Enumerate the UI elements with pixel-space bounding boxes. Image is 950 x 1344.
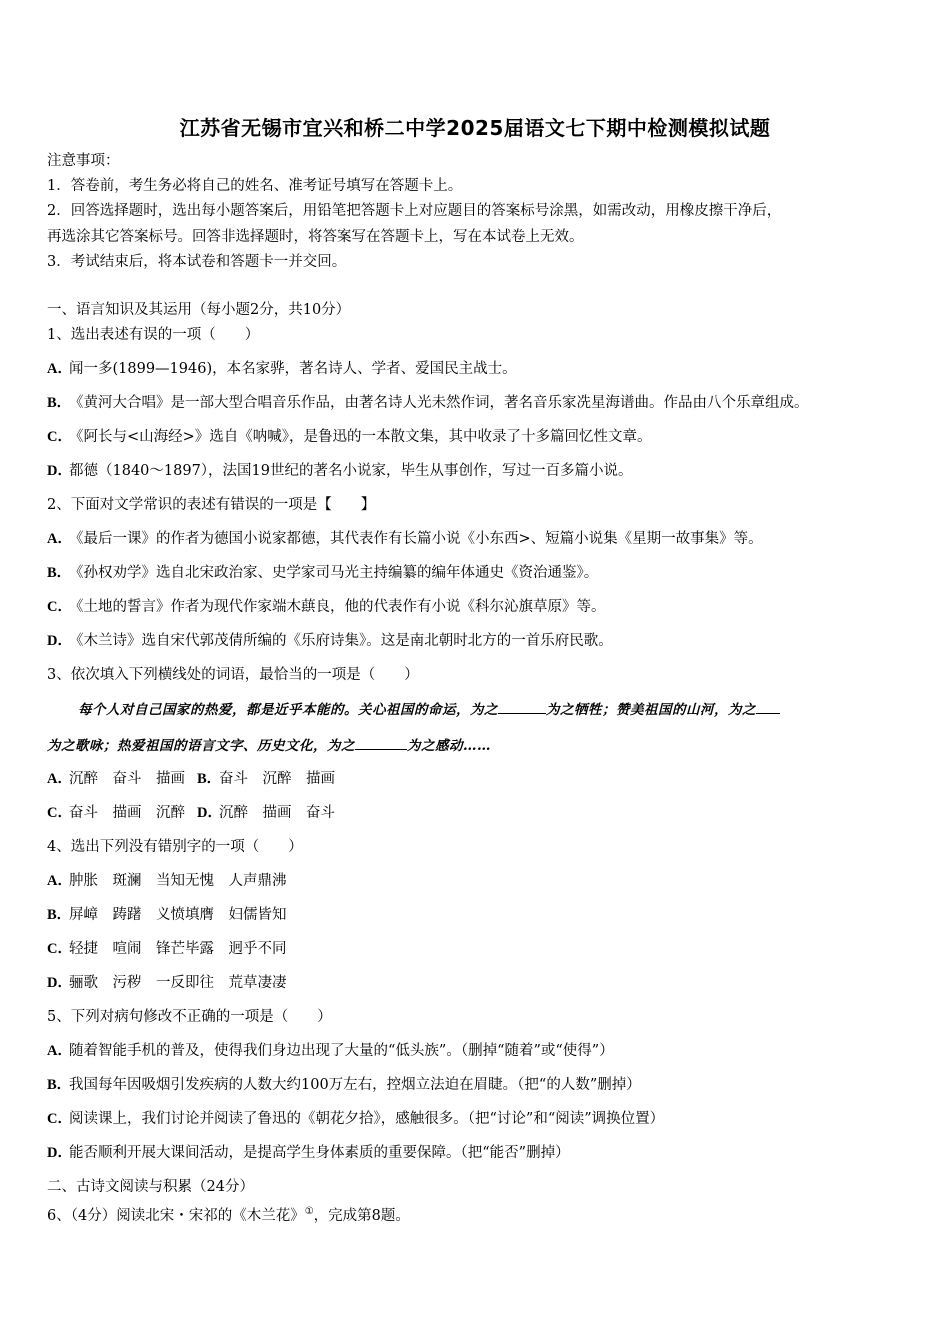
- notice-item: 1．答卷前，考生务必将自己的姓名、准考证号填写在答题卡上。: [47, 178, 463, 194]
- fill-blank: [355, 735, 407, 750]
- footnote-marker: ①: [304, 1206, 314, 1217]
- option-letter: B．: [47, 565, 72, 581]
- question-5-stem: 5、下列对病句修改不正确的一项是（ ）: [47, 1009, 332, 1025]
- option-text: 随着智能手机的普及，使得我们身边出现了大量的“低头族”。（删掉“随着”或“使得”）: [69, 1043, 614, 1059]
- option-text: 《阿长与<山海经>》选自《呐喊》，是鲁迅的一本散文集，其中收录了十多篇回忆性文章。: [69, 429, 652, 445]
- option-letter: B．: [47, 1077, 72, 1093]
- q5-option-c: [47, 1109, 664, 1129]
- q3-option-row: [47, 769, 335, 789]
- option-text: 轻捷 喧闹 锋芒毕露 迥乎不同: [69, 941, 287, 957]
- fill-blank: [498, 699, 546, 714]
- option-letter: A．: [47, 1043, 72, 1059]
- option-letter: D．: [47, 633, 72, 649]
- notice-item: 2．回答选择题时，选出每小题答案后，用铅笔把答题卡上对应题目的答案标号涂黑，如需改动，用橡皮擦干净后，: [47, 203, 782, 219]
- passage-text: 为之牺牲；赞美祖国的山河，为之: [546, 702, 756, 718]
- option-letter: B．: [197, 771, 222, 787]
- q1-option-b: [47, 393, 809, 413]
- option-letter: A．: [47, 361, 72, 377]
- option-text: 骊歌 污秽 一反即往 荒草凄凄: [69, 975, 287, 991]
- q4-option-c: [47, 939, 287, 959]
- option-text: 都德（1840～1897），法国19世纪的著名小说家，毕生从事创作，写过一百多篇小说。: [69, 463, 633, 479]
- fill-blank: [756, 699, 780, 714]
- option-text: 屏嶂 踌躇 义愤填膺 妇儒皆知: [69, 907, 287, 923]
- option-text: 阅读课上，我们讨论并阅读了鲁迅的《朝花夕拾》，感触很多。（把“讨论”和“阅读”调换位置）: [69, 1111, 665, 1127]
- q1-option-d: [47, 461, 633, 481]
- question-6-stem: [47, 1202, 410, 1226]
- option-letter: C．: [47, 805, 72, 821]
- q5-option-b: [47, 1075, 641, 1095]
- question-3-stem: 3、依次填入下列横线处的词语，最恰当的一项是（ ）: [47, 667, 419, 683]
- q1-option-a: [47, 359, 517, 379]
- passage-text: 为之感动……: [407, 738, 491, 754]
- option-text: 沉醉 描画 奋斗: [219, 805, 335, 821]
- option-text: 闻一多(1899—1946)，本名家骅，著名诗人、学者、爱国民主战士。: [69, 361, 517, 377]
- question-1-stem: 1、选出表述有误的一项（ ）: [47, 327, 260, 343]
- option-text: 沉醉 奋斗 描画: [69, 771, 185, 787]
- q2-option-b: [47, 563, 598, 583]
- option-letter: A．: [47, 771, 72, 787]
- q3-passage-line1: [78, 699, 780, 720]
- q4-option-a: [47, 871, 287, 891]
- option-letter: C．: [47, 941, 72, 957]
- option-letter: D．: [47, 463, 72, 479]
- q2-option-d: [47, 631, 613, 651]
- option-letter: D．: [197, 805, 222, 821]
- passage-text: 为之歌咏；热爱祖国的语言文字、历史文化，为之: [47, 738, 355, 754]
- q3-option-row: [47, 803, 335, 823]
- q5-option-d: [47, 1143, 570, 1163]
- notice-item: 再选涂其它答案标号。回答非选择题时，将答案写在答题卡上，写在本试卷上无效。: [47, 229, 584, 245]
- option-text: 《木兰诗》选自宋代郭茂倩所编的《乐府诗集》。这是南北朝时北方的一首乐府民歌。: [69, 633, 613, 649]
- q2-option-c: [47, 597, 606, 617]
- option-letter: C．: [47, 599, 72, 615]
- q5-option-a: [47, 1041, 614, 1061]
- option-letter: A．: [47, 873, 72, 889]
- q3-passage-line2: [47, 735, 491, 756]
- question-4-stem: 4、选出下列没有错别字的一项（ ）: [47, 839, 303, 855]
- q1-option-c: [47, 427, 652, 447]
- q2-option-a: [47, 529, 763, 549]
- option-letter: B．: [47, 907, 72, 923]
- option-text: 《最后一课》的作者为德国小说家都德，其代表作有长篇小说《小东西>、短篇小说集《星期一故事集》等。: [69, 531, 763, 547]
- option-text: 《土地的誓言》作者为现代作家端木蕻良，他的代表作有小说《科尔沁旗草原》等。: [69, 599, 606, 615]
- option-text: 奋斗 描画 沉醉: [69, 805, 185, 821]
- option-text: 肿胀 斑澜 当知无愧 人声鼎沸: [69, 873, 287, 889]
- q4-option-d: [47, 973, 287, 993]
- page-title: 江苏省无锡市宜兴和桥二中学2025届语文七下期中检测模拟试题: [179, 116, 771, 140]
- option-text: 《孙权劝学》选自北宋政治家、史学家司马光主持编纂的编年体通史《资治通鉴》。: [69, 565, 599, 581]
- q4-option-b: [47, 905, 287, 925]
- passage-text: 每个人对自己国家的热爱，都是近乎本能的。关心祖国的命运，为之: [78, 702, 498, 718]
- option-text: 奋斗 沉醉 描画: [219, 771, 335, 787]
- q6-text: 6、（4分）阅读北宋・宋祁的《木兰花》: [47, 1207, 305, 1224]
- notice-item: 3．考试结束后，将本试卷和答题卡一并交回。: [47, 254, 347, 270]
- section2-heading: 二、古诗文阅读与积累（24分）: [47, 1179, 254, 1195]
- option-letter: A．: [47, 531, 72, 547]
- option-letter: C．: [47, 1111, 72, 1127]
- section1-heading: 一、语言知识及其运用（每小题2分，共10分）: [47, 302, 351, 318]
- option-letter: C．: [47, 429, 72, 445]
- q6-text: ，完成第8题。: [313, 1207, 410, 1224]
- option-text: 《黄河大合唱》是一部大型合唱音乐作品，由著名诗人光未然作词，著名音乐家冼星海谱曲。作品由八个乐章组成。: [69, 395, 809, 411]
- option-letter: D．: [47, 975, 72, 991]
- option-text: 能否顺利开展大课间活动，是提高学生身体素质的重要保障。（把“能否”删掉）: [69, 1145, 570, 1161]
- notice-heading: 注意事项：: [47, 153, 120, 169]
- option-letter: B．: [47, 395, 72, 411]
- option-text: 我国每年因吸烟引发疾病的人数大约100万左右，控烟立法迫在眉睫。（把“的人数”删掉）: [69, 1077, 641, 1093]
- question-2-stem: 2、下面对文学常识的表述有错误的一项是【 】: [47, 497, 376, 513]
- option-letter: D．: [47, 1145, 72, 1161]
